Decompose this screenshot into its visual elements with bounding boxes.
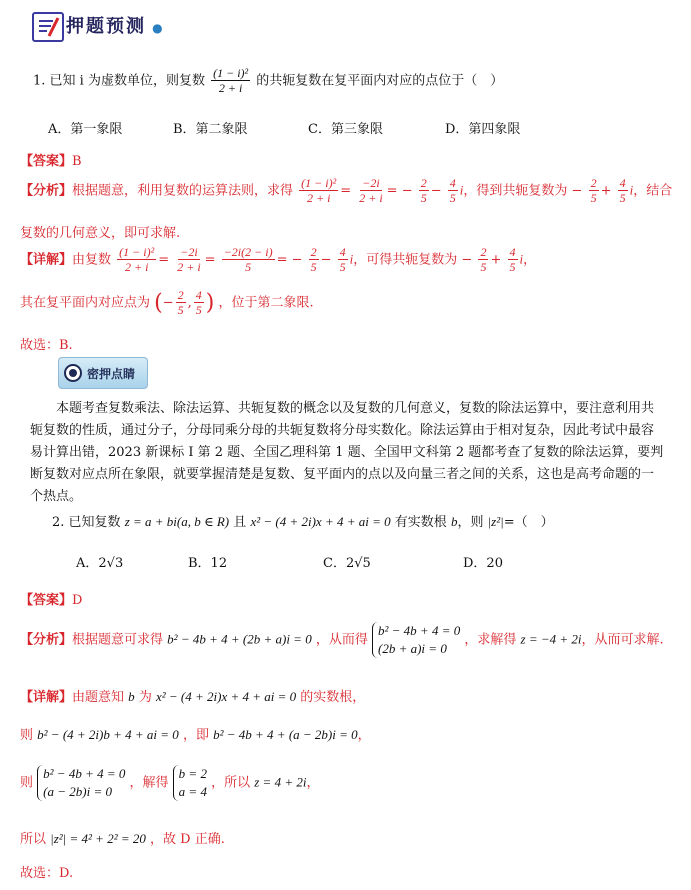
tip-title: 密押点睛	[87, 367, 136, 381]
q1-detail-line2: 其在复平面内对应点为 (− $\frac{2}{5}$ , $\frac{4}{5}$ ) ，位于第二象限.	[20, 288, 314, 318]
q1-analysis: 【分析】根据题意，利用复数的运算法则，求得 $\frac{\text{(1 − i)²}}{2 + i}$ = $\frac{-2i}{2 + i}$ = − $\frac{2}{5}$ − $\frac{4}{5}$ i，得到共轭复数为 − $\frac{2}{5}$ + $\frac{4}{5}$ i，结合	[20, 176, 673, 206]
q1-detail: 【详解】由复数 $\frac{\text{(1 − i)²}}{2 + i}$ = $\frac{-2i}{2 + i}$ = $\frac{-2i(2 - i)}{5}$ = − $\frac{2}{5}$ − $\frac{4}{5}$ i，可得共轭复数为 − $\frac{2}{5}$ + $\frac{4}{5}$ i，	[20, 245, 537, 275]
q2-answer: 【答案】D	[20, 593, 83, 608]
q2-detail: 【详解】由题意知 b 为 x² − (4 + 2i)x + 4 + ai = 0 的实数根，	[20, 689, 366, 705]
q1-analysis-line2: 复数的几何意义，即可求解.	[20, 226, 181, 241]
q2-then1: 则 b² − (4 + 2i)b + 4 + ai = 0 ，即 b² − 4b + 4 + (a − 2b)i = 0，	[20, 727, 371, 743]
q2-option-d: D．20	[463, 556, 503, 571]
section-title: 押题预测 ●	[66, 16, 165, 37]
q2-stem: 2. 已知复数 z = a + bi(a, b ∈ R) 且 x² − (4 + 2i)x + 4 + ai = 0 有实数根 b，则 |z²|=（ ）	[52, 514, 554, 530]
target-icon	[63, 363, 83, 383]
q1-option-d: D．第四象限	[445, 122, 521, 137]
q2-option-b: B．12	[188, 556, 228, 571]
q1-answer: 【答案】B	[20, 154, 82, 169]
tip-header	[58, 357, 148, 389]
q1-option-b: B．第二象限	[173, 122, 248, 137]
q2-option-c: C．2√5	[323, 556, 371, 571]
q2-option-a: A．2√3	[76, 556, 124, 571]
q2-then2: 则 b² − 4b + 4 = 0 (a − 2b)i = 0 ，解得 b = 2 a = 4 ，所以 z = 4 + 2i，	[20, 765, 319, 801]
q1-stem: 1. 已知 i 为虚数单位，则复数 $\frac{\text{(1 − i)²}}{2 + i}$ 的共轭复数在复平面内对应的点位于（ ）	[33, 66, 504, 96]
q2-conclusion: 故选：D.	[20, 866, 74, 881]
tip-text: 本题考查复数乘法、除法运算、共轭复数的概念以及复数的几何意义，复数的除法运算中，要注意利用共轭复数的性质，通过分子，分母同乘分母的共轭复数将分母实数化。除法运算由于相对复杂，因此考试中最容易计算出错，2023 新课标 I 第 2 题、全国乙理科第 1 题、全国甲文科第 2 题都考查了复数的除法运算，要判断复数对应点所在象限，就要掌握清楚是复数、复平面内的点以及向量三者之间的关系，这也是高考命题的一个热点。	[30, 401, 664, 504]
q1-conclusion: 故选：B.	[20, 338, 73, 353]
notepad-pencil-icon	[32, 12, 64, 42]
q2-then3: 所以 |z²| = 4² + 2² = 20 ，故 D 正确.	[20, 831, 225, 847]
q1-options	[48, 118, 648, 137]
q1-option-a: A．第一象限	[48, 122, 123, 137]
q1-option-c: C．第三象限	[308, 122, 383, 137]
q2-options	[76, 552, 656, 571]
q2-analysis: 【分析】根据题意可求得 b² − 4b + 4 + (2b + a)i = 0 ，从而得 b² − 4b + 4 = 0 (2b + a)i = 0 ，求解得 z = −4 + 2i，从而可求解.	[20, 622, 664, 658]
